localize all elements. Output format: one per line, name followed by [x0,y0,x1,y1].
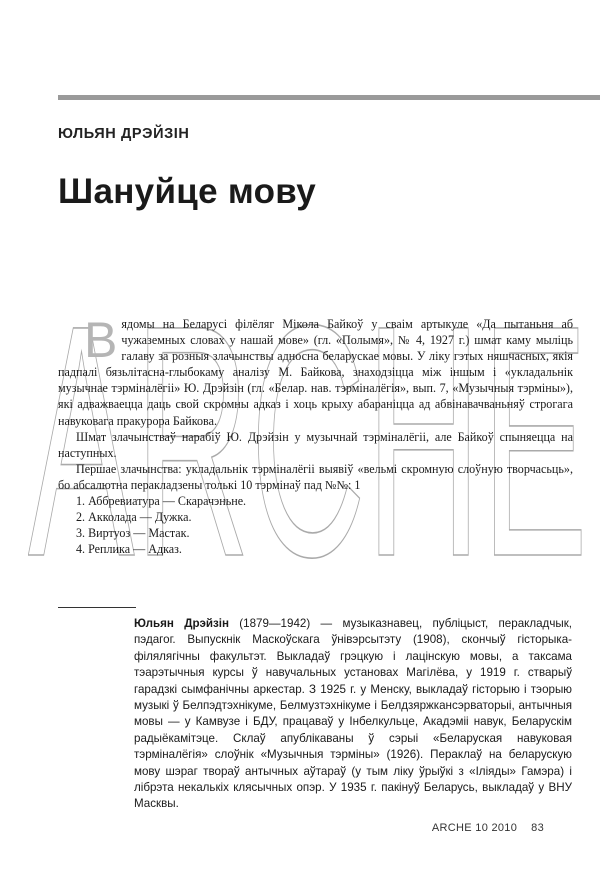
article-paragraph: Шмат злачынстваў нарабіў Ю. Дрэйзін у музычнай тэрміналёгіі, але Байкоў спыняецца на наступных. [58,429,573,460]
top-rule [58,95,600,100]
drop-cap: В [84,312,118,368]
author-bio [134,616,572,813]
page-number: 83 [531,822,544,834]
author-name: ЮЛЬЯН ДРЭЙЗІН [58,126,190,142]
page-footer [432,822,544,834]
list-item: 2. Акколада — Дужка. [76,510,192,525]
list-item: 1. Аббревиатура — Скарачэньне. [76,494,247,509]
article-title: Шануйце мову [58,172,316,211]
list-item: 3. Виртуоз — Мастак. [76,526,190,541]
list-item: 4. Реплика — Адказ. [76,542,182,557]
journal-issue: ARCHE 10 2010 [431,822,518,834]
article-paragraph: Першае злачынства: укладальнік тэрміналёгіі выявіў «вельмі скромную слоўную творчасьць», бо абсалютна перакладзены толькі 10 тэрмінаў пад №№: 1 [58,461,573,492]
bio-divider [58,607,136,608]
svg-text:ARCHE: ARCHE [28,256,588,600]
bio-text: (1879—1942) — музыказнавец, публіцыст, перакладчык, пэдагог. Выпускнік Маскоўскага ўнівэрсытэту (1908), скончыў гісторыка-філялягічны факультэт. Выкладаў грэцкую і лацінскую мовы, а таксама тэарэтычныя курсы ў навучальных установах Магілёва, у 1919 г. стварыў гарадзкі сымфанічны аркестар. З 1925 г. у Менску, выкладаў гісторыю і тэорыю музыкі ў Белпэдтэхнікуме, Белмузтэхнікуме і Белдзяржкансэрваторыі, антычныя мовы — у Камвузе і БДУ, працаваў у Інбелкульце, Акадэміі навук, Беларускім радыёкамітэце. Склаў апублікаваны ў сэрыі «Беларуская навуковая тэрміналёгія» слоўнік «Музычныя тэрміны» (1926). Пераклаў на беларускую мову шэраг твораў антычных аўтараў (у тым ліку ўрыўкі з «Іліяды» Гамэра) і лібрэта некалькіх клясычных опэр. У 1935 г. пакінуў Беларусь, выкладаў у ВНУ Масквы. [134,617,572,811]
bio-name: Юльян Дрэйзін [134,617,229,630]
term-list [58,493,573,557]
article-paragraph: Вядомы на Беларусі філёляг Мікола Байкоў у сваім артыкуле «Да пытаньня аб чужаземных словах у нашай мове» (гл. «Полымя», № 4, 1927 г.) шмат каму мыліць галаву за розныя злачынствы адносна беларускае мовы. У ліку гэтых няшчасных, якія падпалі бязьлітасна-глыбокаму аналізу М. Байкова, знаходзіцца між іншым і «укладальнік музычнае тэрміналёгіі» Ю. Дрэйзін (гл. «Белар. нав. тэрміналёгія», вып. 7, «Музычныя тэрміны»), які адважваецца даць свой скромны адказ і хоць крыху абараніцца ад абвінавачваньняў строгага навуковага пракурора Байкова. [58,312,573,428]
article-body [58,312,573,557]
